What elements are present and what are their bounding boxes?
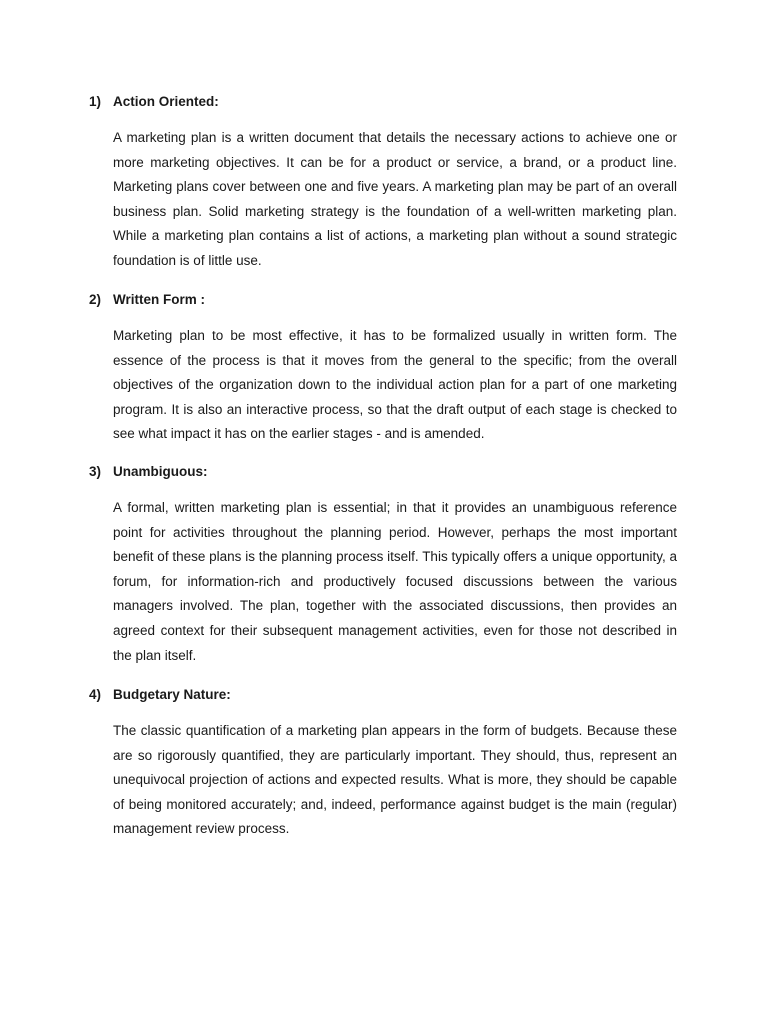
- section-paragraph: The classic quantification of a marketing plan appears in the form of budgets. Because these are so rigorously quantified, they are particularly important. They should, thus, represent an unequivocal projection of actions and expected results. What is more, they should be capable of being monitored accurately; and, indeed, performance against budget is the main (regular) management review process.: [113, 723, 677, 837]
- section-heading: [89, 94, 219, 110]
- section-title: Action Oriented:: [113, 94, 219, 109]
- section-paragraph: A marketing plan is a written document that details the necessary actions to achieve one or more marketing objectives. It can be for a product or service, a brand, or a product line. Marketing plans cover between one and five years. A marketing plan may be part of an overall business plan. Solid marketing strategy is the foundation of a well-written marketing plan. While a marketing plan contains a list of actions, a marketing plan without a sound strategic foundation is of little use.: [113, 130, 677, 268]
- section-number: 2): [89, 292, 102, 307]
- section-number: 1): [89, 94, 102, 109]
- section-heading: [89, 464, 208, 480]
- section-heading: [89, 687, 231, 703]
- section-paragraph: Marketing plan to be most effective, it has to be formalized usually in written form. The essence of the process is that it moves from the general to the specific; from the overall objectives of the organization down to the individual action plan for a part of one marketing program. It is also an interactive process, so that the draft output of each stage is checked to see what impact it has on the earlier stages - and is amended.: [113, 328, 677, 442]
- section-title: Written Form :: [113, 292, 205, 307]
- section-number: 4): [89, 687, 102, 702]
- section-number: 3): [89, 464, 102, 479]
- section-title: Unambiguous:: [113, 464, 208, 479]
- section-paragraph: A formal, written marketing plan is essential; in that it provides an unambiguous reference point for activities throughout the planning period. However, perhaps the most important benefit of these plans is the planning process itself. This typically offers a unique opportunity, a forum, for information-rich and productively focused discussions between the various managers involved. The plan, together with the associated discussions, then provides an agreed context for their subsequent management activities, even for those not described in the plan itself.: [113, 500, 677, 663]
- section-heading: [89, 292, 205, 308]
- section-title: Budgetary Nature:: [113, 687, 231, 702]
